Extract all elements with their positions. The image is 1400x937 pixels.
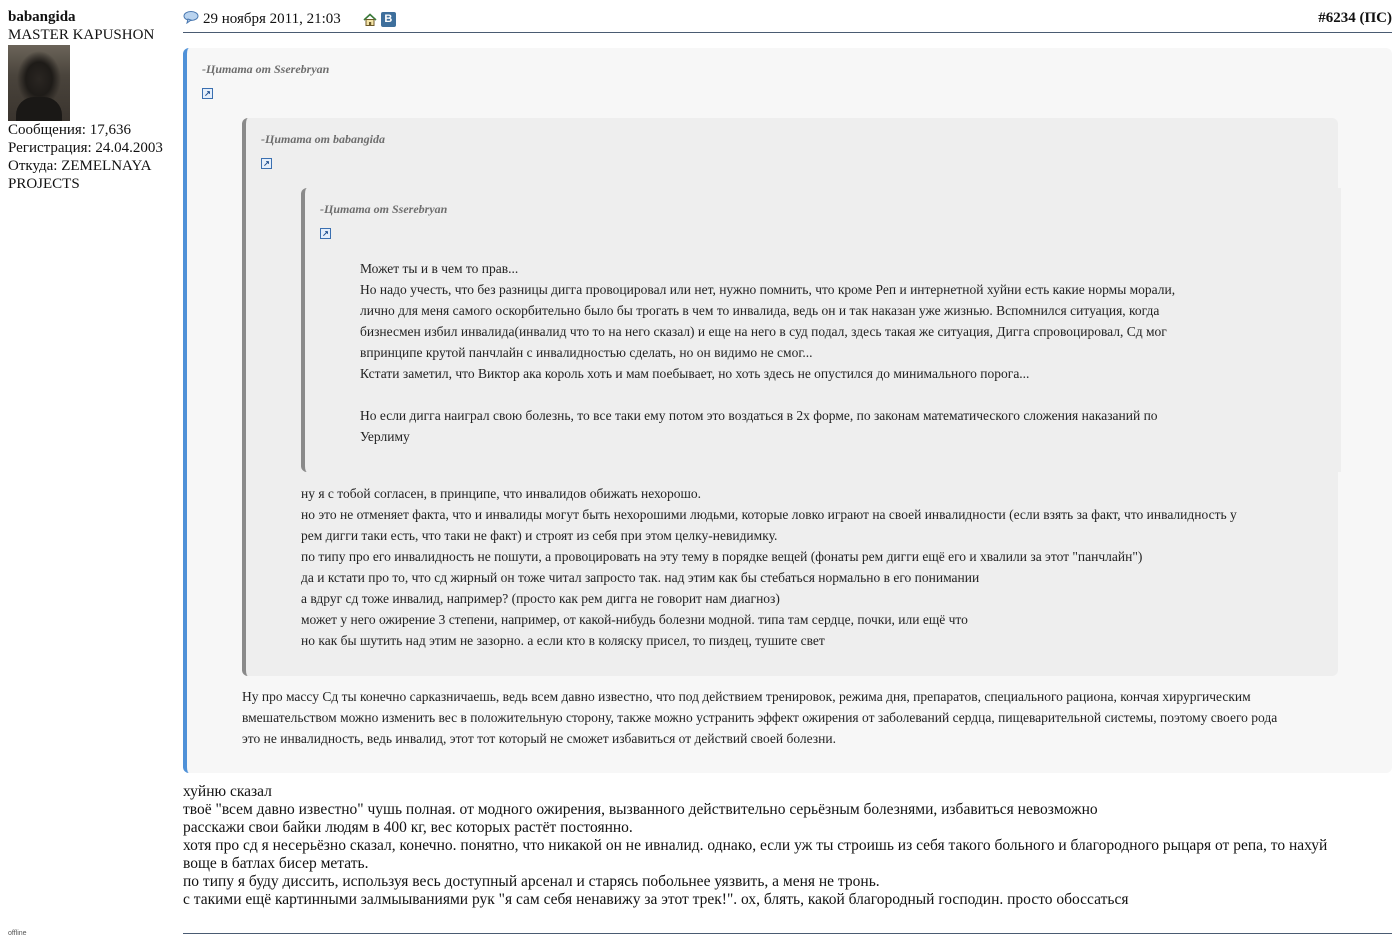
forum-post xyxy=(183,8,1392,908)
post-number-link[interactable]: #6234 xyxy=(1318,10,1356,26)
reply-line: твоё "всем давно известно" чушь полная. от модного ожирения, вызванного действительно серьёзным болезнями, избавиться невозможно xyxy=(183,801,1098,818)
quote-line: по типу про его инвалидность не пошути, а провоцировать на эту тему в порядке вещей (фонаты рем дигги ещё его и хвалили за этот "панчлайн") xyxy=(301,549,1143,564)
quote-line xyxy=(360,384,1260,405)
quote-line: Но если дигга наиграл свою болезнь, то все таки ему потом это воздаться в 2х форме, по законам математического сложения наказаний по xyxy=(360,408,1158,423)
quote-line: это не инвалидность, ведь инвалид, этот тот который не сможет избавиться от действий своей болезни. xyxy=(242,731,836,746)
quote-line: может у него ожирение 3 степени, например, от какой-нибудь болезни модной. типа там сердце, почки, или ещё что xyxy=(301,612,968,627)
arrow-link-icon[interactable]: ↗ xyxy=(320,228,331,239)
quote-outer-text xyxy=(242,686,1352,749)
quote-line: вмешательством можно изменить вес в положительную сторону, также можно устранить эффект ожирения от заболеваний сердца, пищеварительной системы, поэтому своего рода xyxy=(242,710,1278,725)
post-body xyxy=(183,783,1392,909)
reply-line: по типу я буду диссить, используя весь доступный арсенал и старясь побольнее уязвить, а меня не тронь. xyxy=(183,873,880,890)
reply-line: воще в батлах бисер метать. xyxy=(183,855,369,872)
user-info-panel xyxy=(8,8,178,193)
quote-inner-author: -Цитата от Sserebryan xyxy=(320,202,448,216)
post-date: 29 ноября 2011, 21:03 xyxy=(203,11,341,27)
reply-line: расскажи свои байки людям в 400 кг, вес которых растёт постоянно. xyxy=(183,819,633,836)
quote-middle-author: -Цитата от babangida xyxy=(261,132,386,146)
quote-line: впринципе крутой панчлайн с инвалидностью сделать, но он видимо не смог... xyxy=(360,345,813,360)
avatar[interactable] xyxy=(8,45,70,121)
quote-line: Но надо учесть, что без разницы дигга провоцировал или нет, нужно помнить, что кроме Реп и интернетной хуйни есть какие нормы морали, xyxy=(360,282,1176,297)
quote-line: но как бы шутить над этим не зазорно. а если кто в коляску присел, то пиздец, тушите свет xyxy=(301,633,825,648)
username-link[interactable]: babangida xyxy=(8,9,76,25)
quote-line: ну я с тобой согласен, в принципе, что инвалидов обижать нехорошо. xyxy=(301,486,702,501)
quote-inner-text xyxy=(360,258,1260,447)
post-divider xyxy=(183,933,1392,934)
speech-bubble-icon xyxy=(183,10,199,29)
quote-line: Уерлиму xyxy=(360,429,410,444)
quote-middle-text xyxy=(301,483,1311,651)
user-location-line2: PROJECTS xyxy=(8,176,80,192)
quote-line: да и кстати про то, что сд жирный он тоже читал запросто так. над этим как бы стебаться нормально в его понимании xyxy=(301,570,980,585)
quote-middle xyxy=(242,118,1338,676)
reply-line: хотя про сд я несерьёзно сказал, конечно. понятно, что никакой он не ивналид. однако, если уж ты строишь из себя такого больного и благородного рыцаря от репа, то нахуй xyxy=(183,837,1328,854)
quote-line: Кстати заметил, что Виктор ака король хоть и мам поебывает, но хоть здесь не опустился до минимального порога... xyxy=(360,366,1030,381)
quote-line: Ну про массу Сд ты конечно сарказничаешь, ведь всем давно известно, что под действием тренировок, режима дня, препаратов, специального рациона, кончая хирургическим xyxy=(242,689,1251,704)
post-tag: (ПС) xyxy=(1359,10,1392,26)
quote-line: рем дигги таки есть, что таки не факт) и строят из себя при этом целку-невидимку. xyxy=(301,528,778,543)
quote-line: но это не отменяет факта, что и инвалиды могут быть нехорошими людьми, которые ловко играют на своей инвалидности (если взять за факт, что инвалидность у xyxy=(301,507,1237,522)
user-registration-date: Регистрация: 24.04.2003 xyxy=(8,140,163,156)
home-icon[interactable] xyxy=(363,13,377,27)
user-status: offline xyxy=(8,930,27,937)
quote-line: лично для меня самого оскорбительно было бы трогать в чем то инвалида, ведь он и так наказан уже жизнью. Вспомнился ситуация, когда xyxy=(360,303,1160,318)
reply-line: с такими ещё картинными залмыываниями рук "я сам себя ненавижу за этот трек!". ох, блять, какой благородный господин. просто обоссаться xyxy=(183,891,1129,908)
vk-icon[interactable]: В xyxy=(381,12,396,27)
post-header xyxy=(183,8,1392,33)
arrow-link-icon[interactable]: ↗ xyxy=(202,88,213,99)
quote-line: а вдруг сд тоже инвалид, например? (просто как рем дигга не говорит нам диагноз) xyxy=(301,591,780,606)
quote-inner xyxy=(301,188,1341,472)
quote-outer xyxy=(183,48,1392,773)
user-location xyxy=(8,157,178,193)
reply-line: хуйню сказал xyxy=(183,783,272,800)
user-rank: MASTER KAPUSHON xyxy=(8,27,155,43)
quote-line: Может ты и в чем то прав... xyxy=(360,261,519,276)
user-messages-count: Сообщения: 17,636 xyxy=(8,122,131,138)
quote-outer-author: -Цитата от Sserebryan xyxy=(202,62,330,76)
post-number[interactable] xyxy=(1318,10,1392,27)
quote-line: бизнесмен избил инвалида(инвалид что то на него сказал) и еще на него в суд подал, здесь такая же ситуация, Дигга спровоцировал, Сд мог xyxy=(360,324,1167,339)
user-location-line1: Откуда: ZEMELNAYA xyxy=(8,158,152,174)
arrow-link-icon[interactable]: ↗ xyxy=(261,158,272,169)
